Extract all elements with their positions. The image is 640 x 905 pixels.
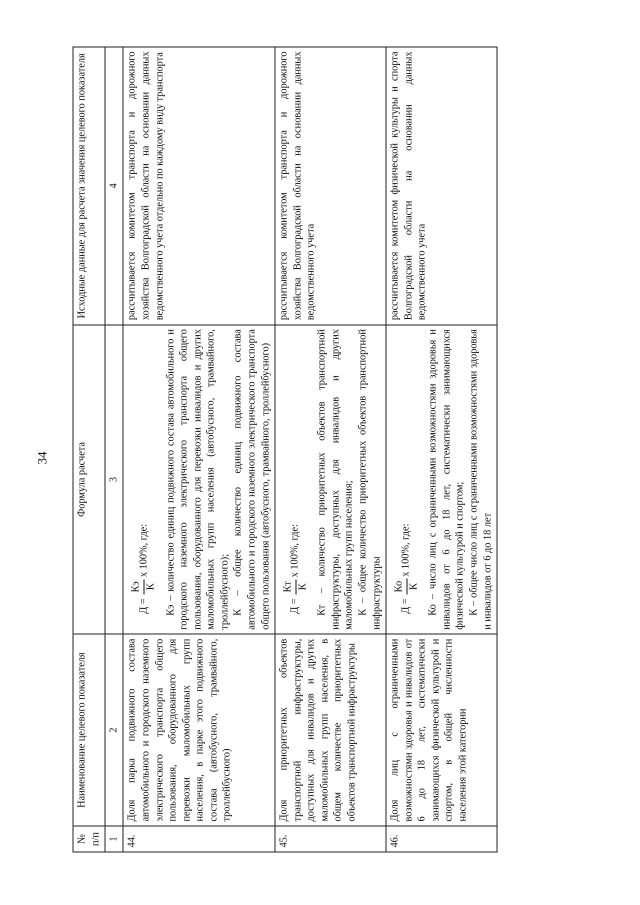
row-number: 46.: [386, 826, 497, 852]
page-number: 34: [34, 451, 50, 465]
col-index: 2: [105, 634, 123, 826]
numerator: Кэ: [130, 579, 145, 594]
col-index: 1: [105, 826, 123, 852]
header-num: № п/п: [73, 826, 105, 852]
denominator: К: [297, 583, 309, 591]
definition: Кт – количество приоритетных объектов транспортной инфраструктуры, доступных для инвалидов и других маломобильных групп населения;: [316, 329, 355, 630]
definition: К – общее число лиц с ограниченными возможностями здоровья и инвалидов от 6 до 18 лет: [468, 329, 494, 630]
formula-suffix: x 100%, где:: [289, 524, 301, 578]
col-index: 4: [105, 47, 123, 325]
header-source: Исходные данные для расчета значения целевого показателя: [73, 47, 105, 325]
definition: Ко – число лиц с ограниченными возможностями здоровья и инвалидов от 6 до 18 лет, систематически занимающихся физической культурой и спортом;: [427, 329, 466, 630]
header-formula: Формула расчета: [73, 325, 105, 635]
numerator: Ко: [393, 579, 408, 595]
formula: [130, 329, 158, 614]
row-number: 45.: [275, 826, 386, 852]
table-row: [386, 47, 497, 852]
formula-cell: [386, 325, 497, 635]
col-index: 3: [105, 325, 123, 635]
formula-prefix: Д =: [289, 598, 301, 614]
table-row: [275, 47, 386, 852]
formula-suffix: x 100%, где:: [138, 523, 150, 578]
row-number: 44.: [123, 826, 275, 852]
denominator: К: [408, 583, 420, 590]
fraction: [282, 579, 310, 594]
fraction: [130, 579, 158, 594]
indicator-name: Доля приоритетных объектов транспортной инфраструктуры, доступных для инвалидов и других маломобильных групп населения, в общем количестве приоритетных объектов транспортной инфраструктуры: [275, 634, 386, 826]
formula-prefix: Д =: [138, 598, 150, 614]
fraction: [393, 579, 421, 595]
indicator-name: Доля лиц с ограниченными возможностями здоровья и инвалидов от 6 до 18 лет, систематически занимающихся физической культурой и спортом, в общей численности населения этой категории: [386, 634, 497, 826]
column-index-row: [105, 47, 123, 852]
definition: К – общее количество приоритетных объектов транспортной инфраструктуры: [357, 329, 383, 630]
source-data: рассчитывается комитетом транспорта и дорожного хозяйства Волгоградской области на основании данных ведомственного учета отдельно по каждому виду транспорта: [123, 47, 275, 325]
formula-cell: [275, 325, 386, 635]
denominator: К: [145, 583, 157, 591]
formula-suffix: x 100%, где:: [400, 523, 412, 577]
rotated-page: [1, 0, 640, 905]
formula-prefix: Д =: [400, 598, 412, 614]
formula: [393, 329, 421, 614]
header-row: [73, 47, 105, 852]
definition: Кэ – количество единиц подвижного состава автомобильного и городского наземного электрического транспорта общего пользования, оборудованного для перевозки инвалидов и других маломобильных групп населения (автобусного, трамвайного, троллейбусного);: [165, 329, 231, 630]
numerator: Кт: [282, 579, 297, 594]
source-data: рассчитывается комитетом физической культуры и спорта Волгоградской области на основании данных ведомственного учета: [386, 47, 497, 325]
definition: К – общее количество единиц подвижного состава автомобильного и городского наземного электрического транспорта общего пользования (автобусного, трамвайного, троллейбусного): [232, 329, 272, 630]
formula-cell: [123, 325, 275, 635]
indicator-name: Доля парка подвижного состава автомобильного и городского наземного электрического транспорта общего пользования, оборудованного для перевозки маломобильных групп населения, в парке этого подвижного состава (автобусного, трамвайного, троллейбусного): [123, 634, 275, 826]
formula: [282, 329, 310, 614]
indicators-table: [73, 47, 498, 853]
table-row: [123, 47, 275, 852]
header-name: Наименование целевого показателя: [73, 634, 105, 826]
source-data: рассчитывается комитетом транспорта и дорожного хозяйства Волгоградской области на основании данных ведомственного учета: [275, 47, 386, 325]
